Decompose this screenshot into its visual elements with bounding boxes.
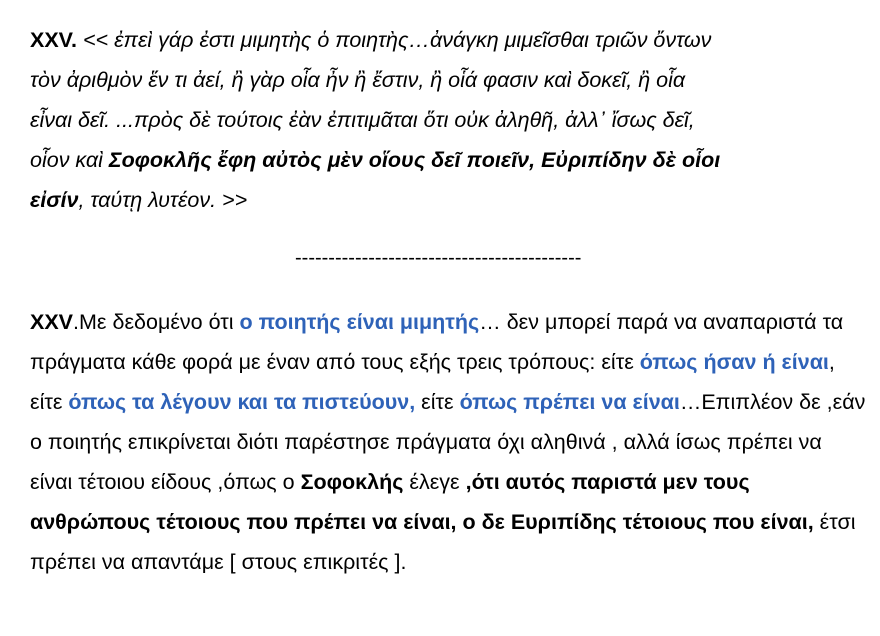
highlight-phrase: όπως πρέπει να είναι	[459, 390, 680, 414]
translation-text: … δεν μπορεί παρά να αναπαριστά τα πράγματα κάθε φορά με έναν από τους εξής τρεις τρόπους: είτε	[30, 310, 844, 374]
separator-line: -------------------------------------------	[295, 247, 582, 269]
ancient-greek-passage	[30, 20, 870, 220]
ancient-quote-bold-end: εἰσίν	[30, 188, 79, 212]
ancient-quote-bold: Σοφοκλῆς ἔφη αὐτὸς μὲν οἵους δεῖ ποιεῖν, Εὐριπίδην δὲ οἷοι	[108, 148, 721, 172]
highlight-phrase: ο ποιητής είναι μιμητής	[239, 310, 480, 334]
translation-text: , είτε	[30, 350, 835, 414]
ancient-line-1: << ἐπεὶ γάρ ἐστι μιμητὴς ὁ ποιητὴς…ἀνάγκη μιμεῖσθαι τριῶν ὄντων	[77, 28, 712, 52]
translation-text: .Με δεδομένο ότι	[73, 310, 240, 334]
highlight-phrase: όπως ήσαν ή είναι	[639, 350, 829, 374]
ancient-line-3: εἶναι δεῖ. ...πρὸς δὲ τούτοις ἐὰν ἐπιτιμᾶται ὅτι οὐκ ἀληθῆ, ἀλλ᾽ ἴσως δεῖ,	[30, 108, 695, 132]
ancient-line-2: τὸν ἀριθμὸν ἕν τι ἀεί, ἢ γὰρ οἷα ἦν ἢ ἔστιν, ἢ οἷά φασιν καὶ δοκεῖ, ἢ οἷα	[30, 68, 686, 92]
translation-text: …Επιπλέον δε ,εάν ο ποιητής επικρίνεται διότι παρέστησε πράγματα όχι αληθινά , αλλά ίσως πρέπει να είναι τέτοιου είδους ,όπως ο	[30, 390, 866, 494]
passage-number: XXV.	[30, 28, 78, 52]
ancient-line-4-text: οἷον καὶ	[30, 148, 109, 172]
translation-text: είτε	[415, 390, 460, 414]
translation-text: έλεγε	[403, 470, 466, 494]
translation-number: XXV	[30, 310, 74, 334]
translation-text: έτσι πρέπει να απαντάμε [ στους επικριτές ].	[30, 510, 856, 574]
modern-greek-translation	[30, 302, 870, 582]
bold-name: Σοφοκλής	[300, 470, 404, 494]
bold-quote: ,ότι αυτός παριστά μεν τους ανθρώπους τέτοιους που πρέπει να είναι, ο δε Ευριπίδης τέτοιους που είναι,	[30, 470, 814, 534]
ancient-line-5-text: , ταύτῃ λυτέον. >>	[78, 188, 248, 212]
highlight-phrase: όπως τα λέγουν και τα πιστεύουν,	[68, 390, 416, 414]
